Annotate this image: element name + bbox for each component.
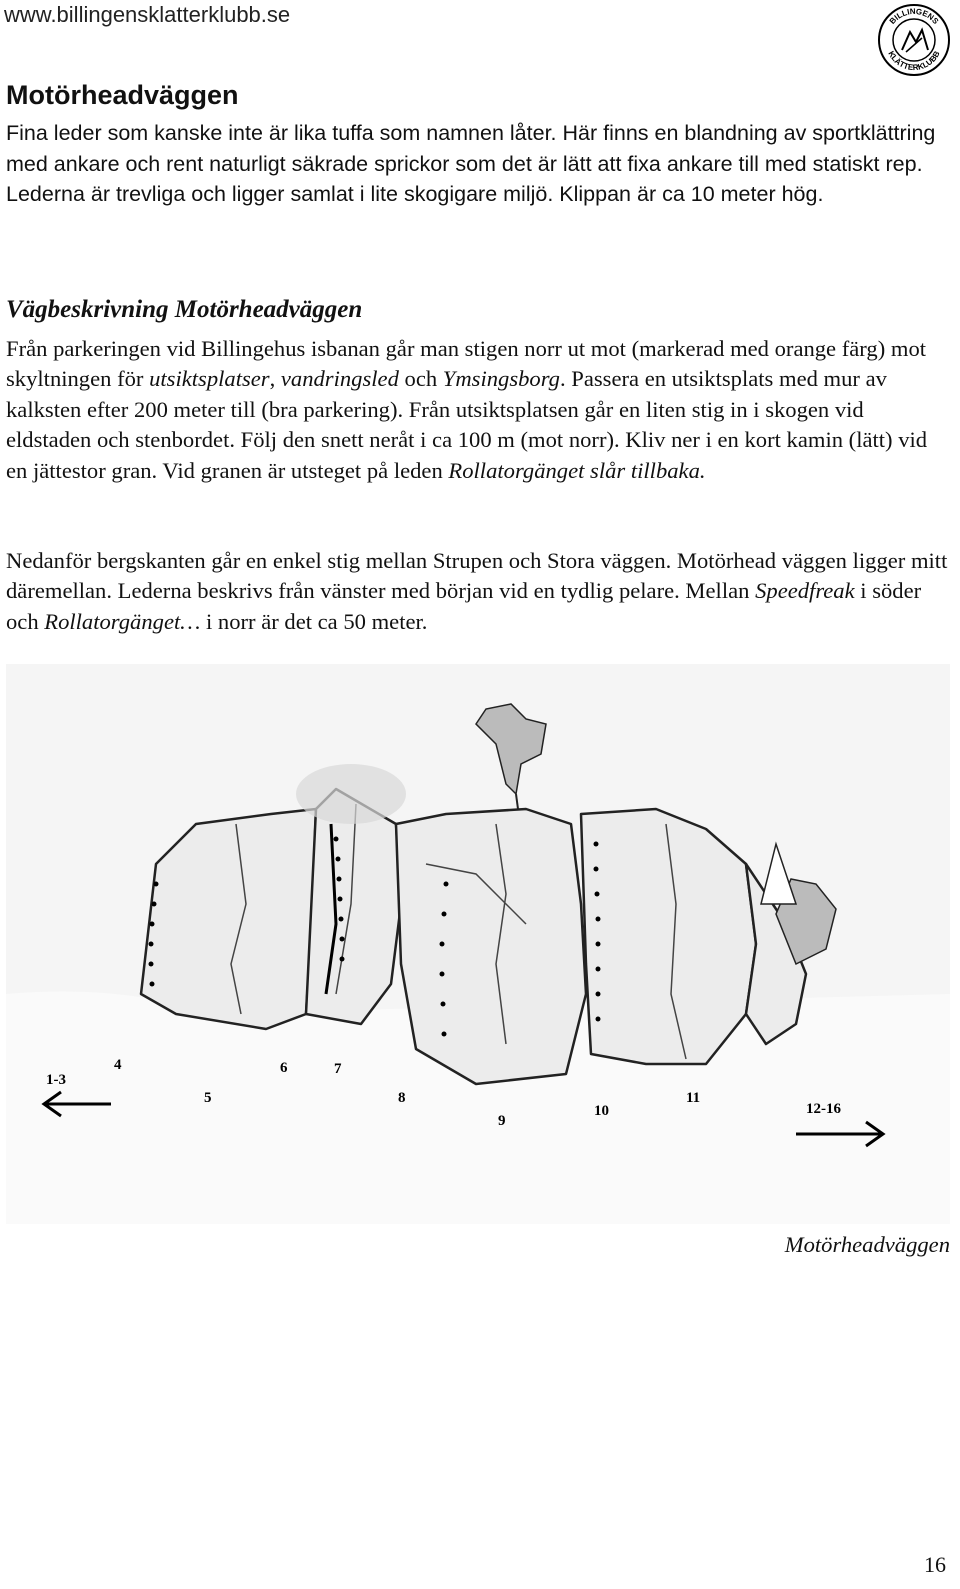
wall-topo-drawing	[6, 664, 950, 1224]
route-label: 7	[334, 1061, 342, 1077]
route-label: 4	[114, 1057, 122, 1073]
page-number: 16	[924, 1552, 946, 1577]
route-label: 6	[280, 1060, 288, 1076]
figure-caption: Motörheadväggen	[784, 1232, 950, 1257]
directions-paragraph: Från parkeringen vid Billingehus isbanan går man stigen norr ut mot (markerad med orange färg) mot skyltningen för utsiktsplatser, vandringsled och Ymsingsborg. Passera en utsiktsplats med mur av kalksten efter 200 meter till (bra parkering). Från utsiktsplatsen går en liten stig in i skogen vid eldstaden och stenbordet. Följ den snett neråt i ca 100 m (mot norr). Kliv ner i en kort kamin (lätt) vid en jättestor gran. Vid granen är utsteget på leden Rollatorgänget slår tillbaka.	[6, 336, 928, 483]
logo-text-bottom: KLÄTTERKLUBB	[886, 49, 942, 73]
route-label: 12-16	[806, 1101, 841, 1117]
intro-paragraph: Fina leder som kanske inte är lika tuffa som namnen låter. Här finns en blandning av sportklättring med ankare och rent naturligt säkrade sprickor som det är lätt att fixa ankare till med statiskt rep. Lederna är trevliga och ligger samlat i lite skogigare miljö. Klippan är ca 10 meter hög.	[6, 121, 936, 206]
route-label: 1-3	[46, 1072, 66, 1088]
route-label: 9	[498, 1113, 506, 1129]
wall-description-paragraph: Nedanför bergskanten går en enkel stig mellan Strupen och Stora väggen. Motörhead väggen ligger mitt däremellan. Lederna beskrivs från vänster med början vid en tydlig pelare. Mellan Speedfreak i söder och Rollatorgänget… i norr är det ca 50 meter.	[6, 548, 948, 634]
logo-text-top: BILLINGENS	[887, 6, 941, 26]
route-label: 8	[398, 1090, 406, 1106]
directions-heading: Vägbeskrivning Motörheadväggen	[6, 296, 363, 323]
route-label: 10	[594, 1103, 609, 1119]
route-label: 5	[204, 1090, 212, 1106]
site-url: www.billingensklatterklubb.se	[4, 2, 291, 27]
route-label: 11	[686, 1090, 701, 1106]
section-title: Motörheadväggen	[6, 80, 239, 110]
club-logo	[876, 2, 952, 78]
